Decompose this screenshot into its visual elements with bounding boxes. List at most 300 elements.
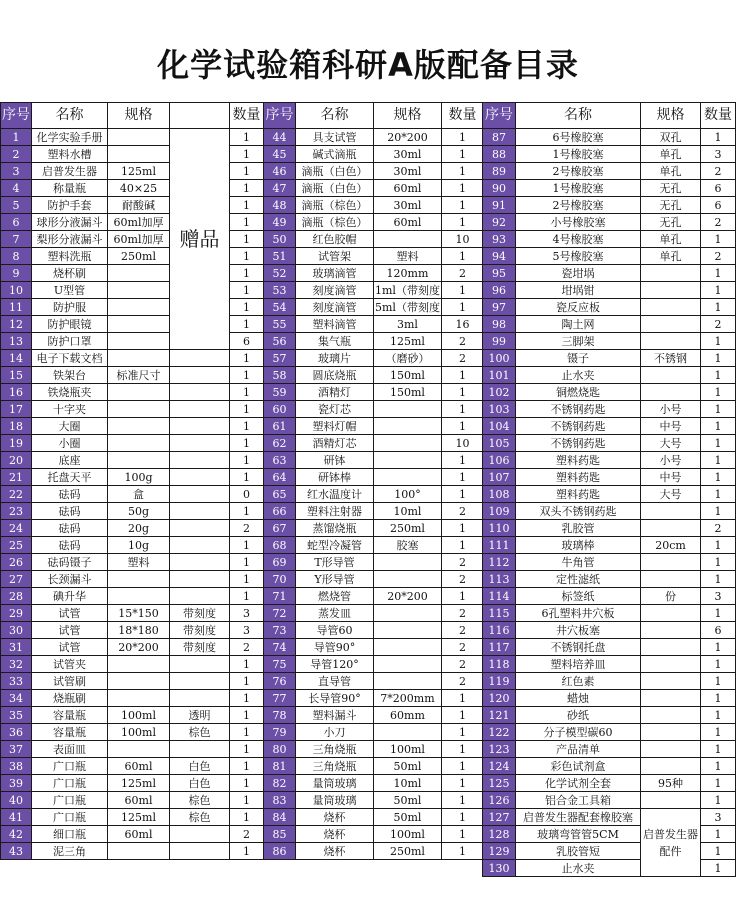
- item-spec: 125ml: [374, 333, 442, 350]
- item-number: 59: [264, 384, 296, 401]
- page-title: 化学试验箱科研A版配备目录: [157, 46, 579, 84]
- table-row: [264, 282, 484, 299]
- item-extra: 带刻度: [170, 639, 230, 656]
- item-qty: 1: [230, 758, 264, 775]
- item-name: 研钵: [296, 452, 374, 469]
- item-number: 32: [1, 656, 32, 673]
- item-spec: 胶塞: [374, 537, 442, 554]
- item-name: 容量瓶: [32, 724, 108, 741]
- item-number: 92: [483, 214, 516, 231]
- table-row: [264, 486, 484, 503]
- item-qty: 1: [230, 146, 264, 163]
- item-spec: 100ml: [374, 826, 442, 843]
- item-spec: [108, 741, 170, 758]
- table-row: [1, 673, 264, 690]
- item-number: 69: [264, 554, 296, 571]
- table-row: [1, 622, 264, 639]
- item-qty: 1: [701, 707, 736, 724]
- item-number: 38: [1, 758, 32, 775]
- table-row: [1, 639, 264, 656]
- item-qty: 1: [701, 656, 736, 673]
- item-spec: 20*200: [374, 129, 442, 146]
- item-qty: 1: [230, 690, 264, 707]
- item-spec: 60mm: [374, 707, 442, 724]
- item-number: 36: [1, 724, 32, 741]
- table-row: [1, 384, 264, 401]
- item-number: 30: [1, 622, 32, 639]
- item-name: 小号橡胶塞: [516, 214, 641, 231]
- item-spec: 10ml: [374, 775, 442, 792]
- item-qty: 1: [441, 197, 483, 214]
- table-row: [1, 537, 264, 554]
- catalog-table-1: [0, 102, 264, 860]
- item-qty: 1: [230, 418, 264, 435]
- item-qty: 1: [441, 809, 483, 826]
- item-name: 滴瓶（白色）: [296, 180, 374, 197]
- item-spec: [374, 724, 442, 741]
- item-qty: 1: [441, 707, 483, 724]
- item-number: 85: [264, 826, 296, 843]
- item-name: 球形分液漏斗: [32, 214, 108, 231]
- item-number: 96: [483, 282, 516, 299]
- item-name: 镊子: [516, 350, 641, 367]
- item-spec: 100ml: [108, 707, 170, 724]
- item-spec: 100g: [108, 469, 170, 486]
- table-row: [1, 605, 264, 622]
- item-qty: 1: [701, 384, 736, 401]
- table-row: [1, 571, 264, 588]
- item-number: 53: [264, 282, 296, 299]
- item-name: 电子下载文档: [32, 350, 108, 367]
- item-qty: 1: [701, 758, 736, 775]
- item-spec: 单孔: [641, 163, 701, 180]
- item-number: 12: [1, 316, 32, 333]
- group-label: 启普发生器配件: [641, 809, 701, 877]
- item-name: 梨形分液漏斗: [32, 231, 108, 248]
- item-qty: 1: [230, 248, 264, 265]
- item-number: 61: [264, 418, 296, 435]
- item-name: 导管90°: [296, 639, 374, 656]
- table-row: [264, 520, 484, 537]
- item-spec: 100ml: [108, 724, 170, 741]
- table-row: [264, 537, 484, 554]
- table-row: [264, 843, 484, 860]
- table-row: [264, 724, 484, 741]
- item-number: 110: [483, 520, 516, 537]
- item-name: 铜燃烧匙: [516, 384, 641, 401]
- item-number: 113: [483, 571, 516, 588]
- item-number: 111: [483, 537, 516, 554]
- item-number: 63: [264, 452, 296, 469]
- item-number: 119: [483, 673, 516, 690]
- item-name: 长颈漏斗: [32, 571, 108, 588]
- item-name: 导管60: [296, 622, 374, 639]
- item-qty: 1: [230, 214, 264, 231]
- item-number: 18: [1, 418, 32, 435]
- item-number: 120: [483, 690, 516, 707]
- table-row: [264, 707, 484, 724]
- item-name: 塑料药匙: [516, 452, 641, 469]
- item-name: 井穴板塞: [516, 622, 641, 639]
- item-name: 底座: [32, 452, 108, 469]
- item-number: 102: [483, 384, 516, 401]
- item-name: 酒精灯芯: [296, 435, 374, 452]
- item-name: 托盘天平: [32, 469, 108, 486]
- item-spec: [641, 571, 701, 588]
- item-name: 塑料培养皿: [516, 656, 641, 673]
- table-row: [264, 129, 484, 146]
- item-number: 64: [264, 469, 296, 486]
- item-name: 碱式滴瓶: [296, 146, 374, 163]
- item-name: 容量瓶: [32, 707, 108, 724]
- item-qty: 1: [701, 639, 736, 656]
- item-spec: 塑料: [374, 248, 442, 265]
- item-spec: 50g: [108, 503, 170, 520]
- header-spec: 规格: [374, 103, 442, 129]
- item-spec: [641, 282, 701, 299]
- item-name: 瓷反应板: [516, 299, 641, 316]
- item-spec: 20cm: [641, 537, 701, 554]
- item-spec: [108, 435, 170, 452]
- item-number: 121: [483, 707, 516, 724]
- item-name: 乳胶管短: [516, 843, 641, 860]
- item-name: U型管: [32, 282, 108, 299]
- item-name: 铁架台: [32, 367, 108, 384]
- item-qty: 2: [441, 503, 483, 520]
- table-row: [264, 435, 484, 452]
- item-qty: 1: [230, 656, 264, 673]
- item-spec: 60ml: [108, 826, 170, 843]
- item-name: 产品清单: [516, 741, 641, 758]
- item-number: 79: [264, 724, 296, 741]
- item-number: 34: [1, 690, 32, 707]
- item-name: 长导管90°: [296, 690, 374, 707]
- item-extra: [170, 452, 230, 469]
- item-name: 广口瓶: [32, 792, 108, 809]
- item-name: 1号橡胶塞: [516, 180, 641, 197]
- item-name: 塑料药匙: [516, 469, 641, 486]
- item-qty: 1: [230, 571, 264, 588]
- item-number: 33: [1, 673, 32, 690]
- item-qty: 1: [701, 333, 736, 350]
- item-extra: [170, 656, 230, 673]
- header-no: 序号: [483, 103, 516, 129]
- item-extra: [170, 384, 230, 401]
- item-name: 塑料水槽: [32, 146, 108, 163]
- item-number: 19: [1, 435, 32, 452]
- item-qty: 2: [441, 554, 483, 571]
- item-qty: 1: [441, 537, 483, 554]
- item-number: 95: [483, 265, 516, 282]
- item-spec: [108, 673, 170, 690]
- item-qty: 3: [701, 146, 736, 163]
- item-qty: 1: [230, 265, 264, 282]
- item-name: 不锈钢托盘: [516, 639, 641, 656]
- item-spec: [108, 452, 170, 469]
- item-spec: 120mm: [374, 265, 442, 282]
- item-number: 10: [1, 282, 32, 299]
- item-spec: [641, 622, 701, 639]
- item-number: 52: [264, 265, 296, 282]
- table-row: [483, 214, 736, 231]
- item-qty: 1: [701, 690, 736, 707]
- table-row: [1, 792, 264, 809]
- item-number: 106: [483, 452, 516, 469]
- item-spec: 小号: [641, 401, 701, 418]
- item-number: 94: [483, 248, 516, 265]
- item-number: 23: [1, 503, 32, 520]
- header-no: 序号: [264, 103, 296, 129]
- item-name: 试管: [32, 605, 108, 622]
- table-row: [1, 826, 264, 843]
- table-row: [483, 673, 736, 690]
- item-qty: 1: [230, 673, 264, 690]
- item-name: 碘升华: [32, 588, 108, 605]
- item-name: Y形导管: [296, 571, 374, 588]
- catalog-table-2: [263, 102, 484, 860]
- item-qty: 2: [230, 826, 264, 843]
- header-name: 名称: [296, 103, 374, 129]
- table-row: [1, 367, 264, 384]
- item-spec: [641, 605, 701, 622]
- item-qty: 3: [701, 809, 736, 826]
- item-spec: 小号: [641, 452, 701, 469]
- item-spec: [374, 622, 442, 639]
- item-spec: 250ml: [374, 520, 442, 537]
- item-qty: 1: [701, 860, 736, 877]
- item-extra: [170, 367, 230, 384]
- item-extra: [170, 520, 230, 537]
- item-qty: 1: [441, 146, 483, 163]
- table-row: [264, 605, 484, 622]
- item-name: 1号橡胶塞: [516, 146, 641, 163]
- item-qty: 3: [230, 605, 264, 622]
- item-number: 124: [483, 758, 516, 775]
- item-extra: 带刻度: [170, 605, 230, 622]
- item-name: 砝码: [32, 537, 108, 554]
- item-name: 红水温度计: [296, 486, 374, 503]
- item-number: 87: [483, 129, 516, 146]
- item-spec: 150ml: [374, 384, 442, 401]
- item-qty: 1: [441, 401, 483, 418]
- item-spec: 60ml: [374, 214, 442, 231]
- item-spec: [374, 231, 442, 248]
- item-number: 107: [483, 469, 516, 486]
- item-name: 瓷坩埚: [516, 265, 641, 282]
- item-spec: [641, 758, 701, 775]
- item-qty: 1: [701, 537, 736, 554]
- table-row: [264, 163, 484, 180]
- table-row: [264, 197, 484, 214]
- item-name: 三角烧瓶: [296, 758, 374, 775]
- item-spec: [641, 333, 701, 350]
- item-number: 125: [483, 775, 516, 792]
- table-row: [483, 163, 736, 180]
- item-name: 塑料滴管: [296, 316, 374, 333]
- table-row: [264, 690, 484, 707]
- item-number: 8: [1, 248, 32, 265]
- table-row: [483, 724, 736, 741]
- item-qty: 2: [441, 265, 483, 282]
- item-qty: 1: [230, 775, 264, 792]
- item-qty: 2: [441, 639, 483, 656]
- item-name: 集气瓶: [296, 333, 374, 350]
- item-spec: 双孔: [641, 129, 701, 146]
- item-qty: 2: [230, 639, 264, 656]
- item-number: 3: [1, 163, 32, 180]
- item-name: 试管夹: [32, 656, 108, 673]
- item-name: 牛角管: [516, 554, 641, 571]
- item-extra: 白色: [170, 758, 230, 775]
- item-spec: 20*200: [108, 639, 170, 656]
- gift-label: 赠品: [170, 129, 230, 350]
- item-qty: 2: [701, 214, 736, 231]
- item-name: 试管: [32, 639, 108, 656]
- item-spec: [374, 673, 442, 690]
- table-row: [483, 656, 736, 673]
- item-spec: [641, 724, 701, 741]
- item-qty: 1: [441, 282, 483, 299]
- item-number: 9: [1, 265, 32, 282]
- table-row: [264, 146, 484, 163]
- table-row: [264, 367, 484, 384]
- item-spec: [641, 690, 701, 707]
- item-qty: 1: [701, 265, 736, 282]
- item-name: 蛇型冷凝管: [296, 537, 374, 554]
- table-row: [483, 486, 736, 503]
- item-qty: 3: [701, 588, 736, 605]
- item-spec: [108, 299, 170, 316]
- item-number: 22: [1, 486, 32, 503]
- item-extra: 棕色: [170, 809, 230, 826]
- item-qty: 1: [230, 299, 264, 316]
- item-qty: 2: [701, 316, 736, 333]
- item-name: 烧杯: [296, 826, 374, 843]
- table-row: [264, 248, 484, 265]
- item-spec: [108, 265, 170, 282]
- table-row: [264, 299, 484, 316]
- item-qty: 1: [441, 775, 483, 792]
- item-name: 酒精灯: [296, 384, 374, 401]
- item-extra: 白色: [170, 775, 230, 792]
- item-number: 130: [483, 860, 516, 877]
- item-number: 54: [264, 299, 296, 316]
- item-qty: 1: [441, 758, 483, 775]
- item-extra: [170, 588, 230, 605]
- table-row: [264, 622, 484, 639]
- table-row: [264, 588, 484, 605]
- item-name: 刻度滴管: [296, 299, 374, 316]
- table-row: [1, 656, 264, 673]
- table-row: [483, 316, 736, 333]
- item-spec: 塑料: [108, 554, 170, 571]
- item-qty: 1: [441, 724, 483, 741]
- item-spec: 标准尺寸: [108, 367, 170, 384]
- item-name: 玻璃棒: [516, 537, 641, 554]
- table-row: [1, 452, 264, 469]
- item-spec: [641, 265, 701, 282]
- item-qty: 2: [701, 163, 736, 180]
- item-number: 51: [264, 248, 296, 265]
- item-spec: [108, 282, 170, 299]
- table-row: [1, 724, 264, 741]
- item-extra: [170, 843, 230, 860]
- item-spec: [374, 401, 442, 418]
- item-spec: [374, 639, 442, 656]
- item-qty: 1: [701, 571, 736, 588]
- item-spec: 15*150: [108, 605, 170, 622]
- item-spec: [374, 469, 442, 486]
- item-number: 16: [1, 384, 32, 401]
- table-row: [483, 690, 736, 707]
- item-spec: [374, 435, 442, 452]
- item-qty: 1: [701, 129, 736, 146]
- item-spec: 250ml: [108, 248, 170, 265]
- item-name: 玻璃片: [296, 350, 374, 367]
- item-number: 24: [1, 520, 32, 537]
- item-spec: 盒: [108, 486, 170, 503]
- table-row: [264, 231, 484, 248]
- item-number: 73: [264, 622, 296, 639]
- item-qty: 1: [230, 537, 264, 554]
- item-name: 十字夹: [32, 401, 108, 418]
- item-qty: 1: [230, 384, 264, 401]
- item-number: 20: [1, 452, 32, 469]
- item-qty: 1: [230, 163, 264, 180]
- item-qty: 2: [701, 520, 736, 537]
- item-name: 瓷灯芯: [296, 401, 374, 418]
- item-number: 114: [483, 588, 516, 605]
- item-name: 彩色试剂盒: [516, 758, 641, 775]
- table-row: [264, 571, 484, 588]
- item-name: 2号橡胶塞: [516, 197, 641, 214]
- table-row: [483, 129, 736, 146]
- item-name: 试管: [32, 622, 108, 639]
- header-qty: 数量: [441, 103, 483, 129]
- item-number: 47: [264, 180, 296, 197]
- item-name: 细口瓶: [32, 826, 108, 843]
- item-name: 滴瓶（棕色）: [296, 214, 374, 231]
- item-spec: [641, 367, 701, 384]
- item-name: 玻璃滴管: [296, 265, 374, 282]
- table-row: [1, 554, 264, 571]
- item-number: 129: [483, 843, 516, 860]
- item-spec: （磨砂）: [374, 350, 442, 367]
- table-row: [483, 469, 736, 486]
- item-number: 72: [264, 605, 296, 622]
- table-row: [483, 571, 736, 588]
- item-name: 4号橡胶塞: [516, 231, 641, 248]
- item-spec: [108, 690, 170, 707]
- item-qty: 1: [701, 367, 736, 384]
- item-extra: [170, 741, 230, 758]
- item-name: 防护手套: [32, 197, 108, 214]
- item-number: 81: [264, 758, 296, 775]
- header-spec: 规格: [108, 103, 170, 129]
- item-spec: [108, 316, 170, 333]
- item-spec: [641, 503, 701, 520]
- table-row: [264, 180, 484, 197]
- item-qty: 1: [230, 401, 264, 418]
- item-spec: 3ml: [374, 316, 442, 333]
- item-number: 45: [264, 146, 296, 163]
- item-number: 46: [264, 163, 296, 180]
- item-name: 不锈钢药匙: [516, 435, 641, 452]
- item-number: 40: [1, 792, 32, 809]
- item-extra: [170, 418, 230, 435]
- table-row: [264, 350, 484, 367]
- item-name: 试管刷: [32, 673, 108, 690]
